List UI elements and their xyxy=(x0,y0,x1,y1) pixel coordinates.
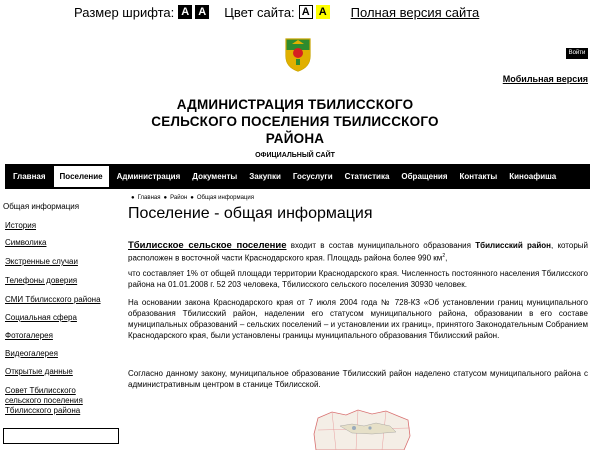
sidebar-search-input[interactable] xyxy=(3,428,119,444)
breadcrumb-home[interactable]: Главная xyxy=(137,195,161,201)
accessibility-bar xyxy=(74,4,479,20)
sidebar-item-media[interactable]: СМИ Тбилисского района xyxy=(5,295,101,304)
nav-item-purchases[interactable]: Закупки xyxy=(249,172,281,181)
site-subtitle: ОФИЦИАЛЬНЫЙ САЙТ xyxy=(255,152,335,159)
paragraph-population: что составляет 1% от общей площади территории Краснодарского края. Численность постоянного населения Тбилисского района на 01.01.2008 г. 52 203 человека, Тбилисского сельского поселения 30930 человек. xyxy=(128,269,588,289)
sidebar-item-emergencies[interactable]: Экстренные случаи xyxy=(5,257,78,266)
color-yellow-button[interactable]: A xyxy=(316,5,330,19)
breadcrumb-current: Общая информация xyxy=(196,195,254,201)
nav-item-settlement[interactable]: Поселение xyxy=(52,164,111,189)
mobile-version-link[interactable]: Мобильная версия xyxy=(502,74,588,84)
site-title: АДМИНИСТРАЦИЯ ТБИЛИССКОГО СЕЛЬСКОГО ПОСЕЛЕНИЯ ТБИЛИССКОГО РАЙОНА xyxy=(151,97,439,146)
nav-item-documents[interactable]: Документы xyxy=(192,172,238,181)
font-size-label: Размер шрифта: xyxy=(74,4,175,20)
page-title: Поселение - общая информация xyxy=(128,205,373,222)
breadcrumb: ● Главная ● Район ● Общая информация xyxy=(131,195,254,201)
paragraph-status: Согласно данному закону, муниципальное образование Тбилисский район наделено статусом муниципального района с административным центром в станице Тбилисской. xyxy=(128,369,588,389)
nav-item-contacts[interactable]: Контакты xyxy=(459,172,498,181)
coat-of-arms-icon xyxy=(283,36,313,72)
nav-item-statistics[interactable]: Статистика xyxy=(344,172,390,181)
sidebar-item-history[interactable]: История xyxy=(5,221,37,230)
settlement-link[interactable]: Тбилисское сельское поселение xyxy=(128,240,287,251)
sidebar-item-council[interactable]: Совет Тбилисского сельского поселения Тбилисского района xyxy=(5,386,83,415)
paragraph-law: На основании закона Краснодарского края от 7 июля 2004 года № 728-КЗ «Об установлении границ муниципального образования Тбилисский район, наделении его статусом муниципального района, образовании в его составе муниципальных образований – сельских поселений – и установлении их границ», принятого Законодательным Собранием Краснодарского края, были установлены границы муниципального образования Тбилисский район. xyxy=(128,298,588,340)
sidebar-item-open-data[interactable]: Открытые данные xyxy=(5,367,73,376)
main-nav xyxy=(5,164,590,189)
district-map-image xyxy=(312,406,414,450)
sidebar-item-social[interactable]: Социальная сфера xyxy=(5,313,77,322)
font-size-large-button[interactable]: A xyxy=(195,5,209,19)
district-name: Тбилисский район xyxy=(475,241,551,250)
breadcrumb-district[interactable]: Район xyxy=(170,195,188,201)
nav-item-public-services[interactable]: Госуслуги xyxy=(292,172,333,181)
site-color-label: Цвет сайта: xyxy=(224,4,295,20)
full-version-link[interactable]: Полная версия сайта xyxy=(350,4,480,20)
paragraph-intro: Тбилисское сельское поселение входит в состав муниципального образования Тбилисский район, который расположен в восточной части Краснодарского края. Площадь района более 990 $км^2$, xyxy=(128,240,589,263)
nav-item-home[interactable]: Главная xyxy=(13,172,46,181)
login-button[interactable]: Войти xyxy=(566,48,588,59)
color-white-button[interactable]: A xyxy=(299,5,313,19)
sidebar-item-general-info[interactable]: Общая информация xyxy=(3,202,80,211)
font-size-normal-button[interactable]: A xyxy=(178,5,192,19)
nav-item-appeals[interactable]: Обращения xyxy=(401,172,448,181)
sidebar-item-photo-gallery[interactable]: Фотогалерея xyxy=(5,331,53,340)
sidebar-item-trust-phones[interactable]: Телефоны доверия xyxy=(5,276,78,285)
sidebar-item-video-gallery[interactable]: Видеогалерея xyxy=(5,349,58,358)
nav-item-administration[interactable]: Администрация xyxy=(116,172,181,181)
nav-item-cinema[interactable]: Киноафиша xyxy=(509,172,557,181)
sidebar-item-symbols[interactable]: Символика xyxy=(5,238,47,247)
